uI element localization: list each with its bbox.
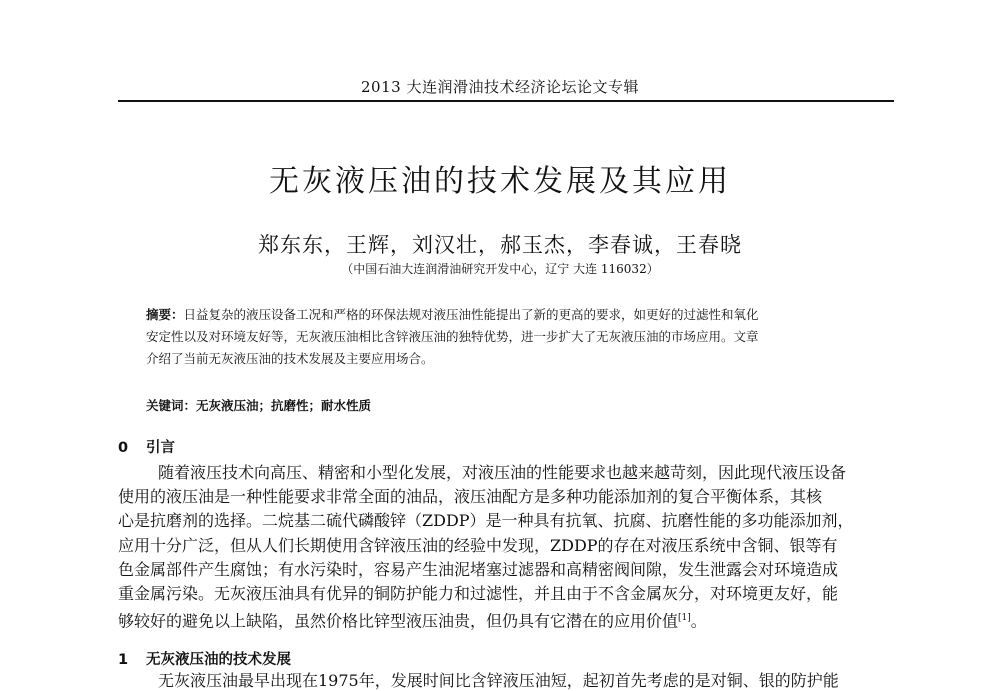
abstract-line: 摘要：日益复杂的液压设备工况和严格的环保法规对液压油性能提出了新的更高的要求，如更好的过滤性和氧化 (146, 307, 759, 322)
abstract-line: 安定性以及对环境友好等，无灰液压油相比含锌液压油的独特优势，进一步扩大了无灰液压油的市场应用。文章 (146, 329, 759, 344)
body-line: 随着液压技术向高压、精密和小型化发展，对液压油的性能要求也越来越苛刻，因此现代液压设备 (158, 463, 847, 482)
body-line: 重金属污染。无灰液压油具有优异的铜防护能力和过滤性，并且由于不含金属灰分，对环境更友好，能 (118, 584, 839, 604)
keywords (146, 396, 371, 414)
body-line: 使用的液压油是一种性能要求非常全面的油品，液压油配方是多种功能添加剂的复合平衡体系，其核 (118, 487, 823, 507)
abstract-label: 摘要： (146, 307, 184, 322)
body-line: 够较好的避免以上缺陷，虽然价格比锌型液压油贵，但仍具有它潜在的应用价值[1]。 (118, 611, 707, 631)
section-heading-intro: 0 引言 (118, 440, 175, 456)
cut-off-body-line: 无灰液压油最早出现在1975年，发展时间比含锌液压油短，起初首先考虑的是对铜、银的防护能 (158, 671, 839, 690)
journal-header: 2013 大连润滑油技术经济论坛论文专辑 (361, 78, 639, 96)
header-rule (118, 100, 894, 102)
section-heading-tech: 1 无灰液压油的技术发展 (118, 652, 291, 668)
intro-body (118, 461, 894, 634)
affiliation: （中国石油大连润滑油研究开发中心，辽宁 大连 116032） (341, 262, 659, 276)
abstract (146, 304, 874, 370)
citation-ref: [1] (678, 613, 691, 624)
body-line: 心是抗磨剂的选择。二烷基二硫代磷酸锌（ZDDP）是一种具有抗氧、抗腐、抗磨性能的多功能添加剂， (118, 511, 854, 531)
keywords-label: 关键词： (146, 398, 197, 413)
authors: 郑东东，王辉，刘汉壮，郝玉杰，李春诚，王春晓 (258, 233, 742, 257)
abstract-line: 介绍了当前无灰液压油的技术发展及主要应用场合。 (146, 351, 434, 366)
paper-title: 无灰液压油的技术发展及其应用 (269, 164, 731, 199)
body-line: 色金属部件产生腐蚀；有水污染时，容易产生油泥堵塞过滤器和高精密阀间隙，发生泄露会对环境造成 (118, 559, 839, 579)
keywords-text: 无灰液压油；抗磨性；耐水性质 (196, 398, 372, 413)
body-line: 应用十分广泛，但从人们长期使用含锌液压油的经验中发现，ZDDP的存在对液压系统中含铜、银等有 (118, 535, 838, 555)
